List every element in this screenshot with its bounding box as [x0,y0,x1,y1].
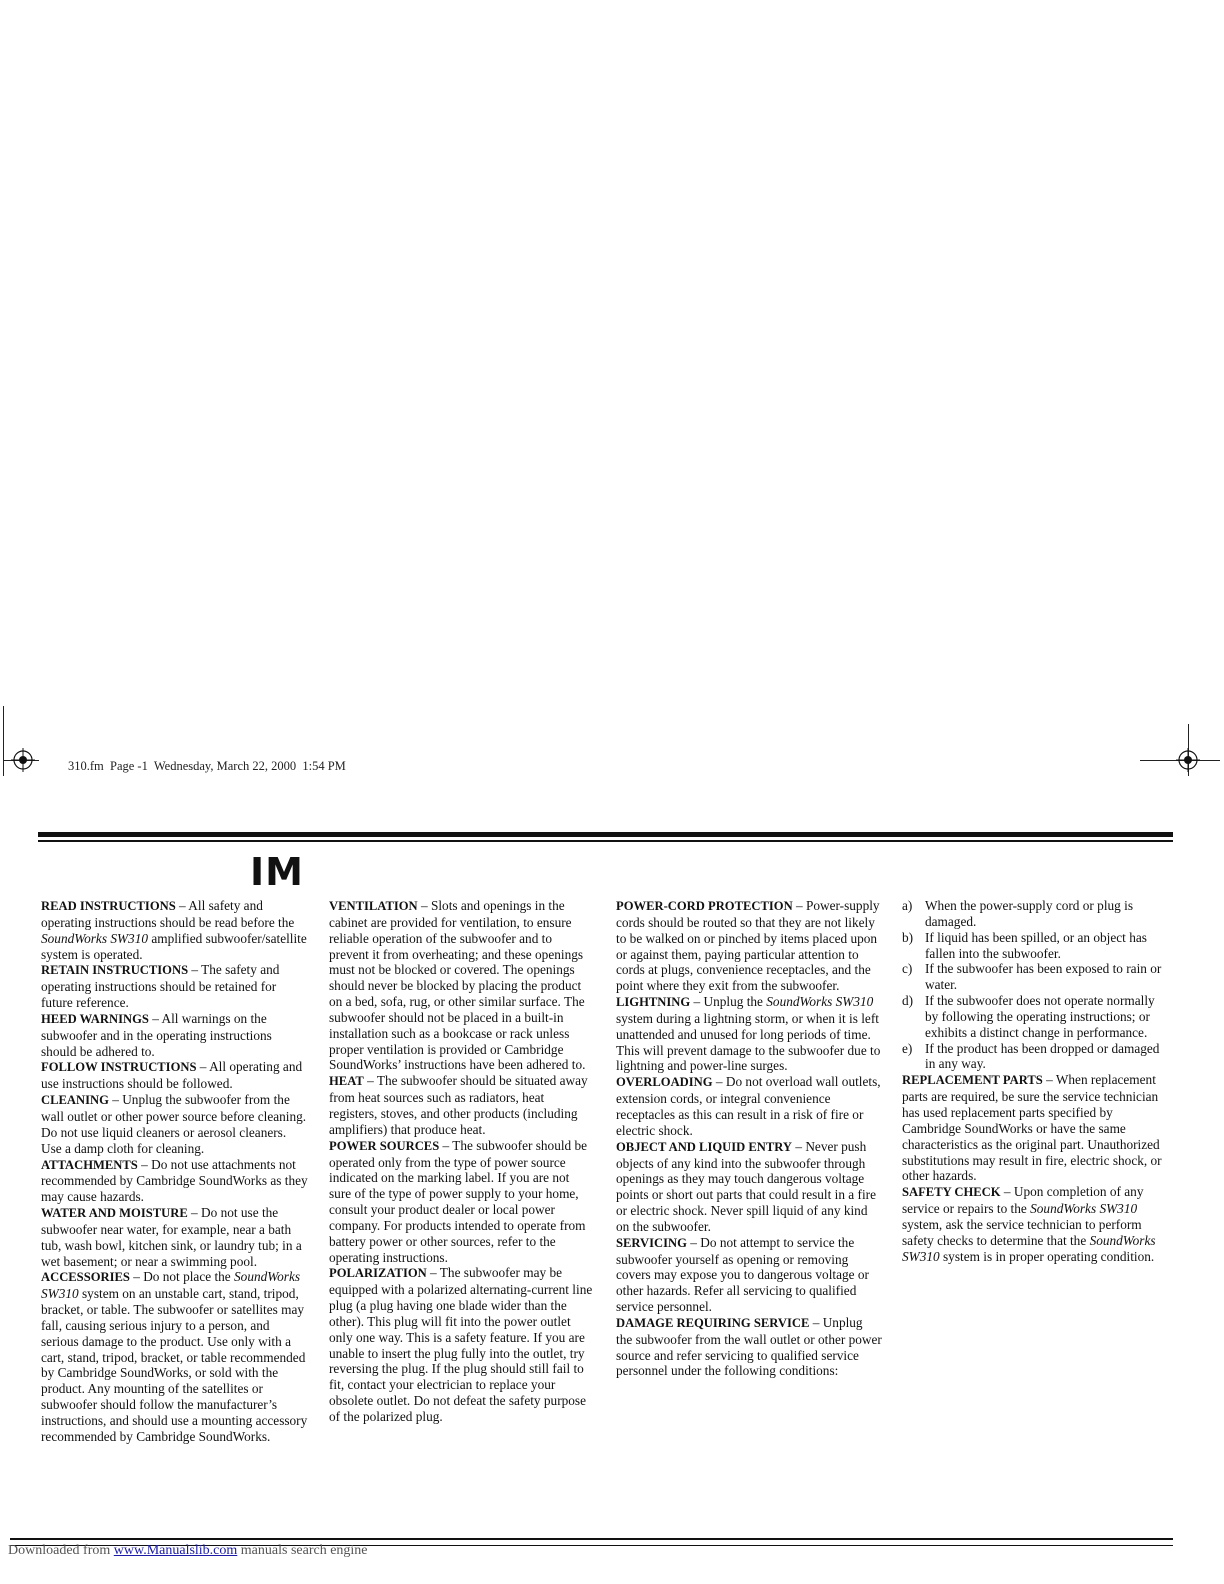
paragraph-label: OVERLOADING [616,1075,713,1090]
product-name: SoundWorks SW310 [902,1232,1156,1264]
paragraph-label: DAMAGE REQUIRING SERVICE [616,1315,810,1330]
label-separator: – [196,1059,210,1075]
paragraph-label: HEAT [329,1074,364,1089]
top-rule-thin [38,840,1173,842]
safety-paragraph [41,1157,309,1206]
paragraph-label: CLEANING [41,1093,109,1108]
paragraph-text: system, ask the service technician to perform safety checks to determine that the [902,1216,1142,1248]
label-separator: – [792,898,806,913]
label-separator: – [188,962,202,978]
top-rule-thick [38,832,1173,837]
label-separator: – [1000,1184,1014,1200]
list-marker: c) [902,961,913,977]
product-name: SoundWorks SW310 [41,1269,301,1302]
paragraph-text: The safety and operating instructions should be retained for future reference. [41,962,280,1011]
paragraph-label: POLARIZATION [329,1266,427,1281]
label-separator: – [792,1138,806,1154]
paragraph-text: When replacement parts are required, be sure the service technician has used replacement parts specified by Cambridge SoundWorks or have the same characteristics as the original part. Unauthorized substitutions may result in fire, electric shock, or other hazards. [902,1072,1162,1184]
safety-paragraph [329,1073,593,1137]
safety-paragraph [41,1269,309,1444]
label-separator: – [417,898,431,913]
safety-paragraph [329,1265,593,1424]
paragraph-label: VENTILATION [329,899,418,913]
paragraph-text: The subwoofer may be equipped with a polarized alternating-current line plug (a plug having one blade wider than the other). This plug will fit into the power outlet only one way. This is a safety feature. If you are unable to insert the plug fully into the outlet, try reversing the plug. If the plug should still fail to fit, contact your electrician to replace your obsolete outlet. Do not defeat the safety purpose of the polarized plug. [329,1265,593,1424]
label-separator: – [108,1092,123,1108]
safety-paragraph [616,898,882,994]
safety-paragraph [41,962,309,1011]
paragraph-text: amplified subwoofer/satellite system is operated. [41,930,307,962]
paragraph-text: Slots and openings in the cabinet are provided for ventilation, to ensure reliable operation of the subwoofer and to prevent it from overheating; and these openings must not be blocked or covered. The openings should never be blocked by placing the product on a bed, sofa, rug, or other similar surface. The subwoofer should not be placed in a built-in installation such as a bookcase or rack unless proper ventilation is provided or Cambridge SoundWorks’ instructions have been adhered to. [329,898,586,1073]
condition-list-item [902,930,1170,962]
safety-paragraph [616,1074,882,1138]
condition-list-item [902,993,1170,1041]
label-separator: – [690,994,704,1010]
section-heading: IM [250,850,304,894]
safety-paragraph [41,898,309,962]
paragraph-text: Do not overload wall outlets, extension cords, or integral convenience receptacles as this can result in a risk of fire or electric shock. [616,1074,881,1138]
crop-mark-left [3,706,4,776]
safety-paragraph [616,1139,882,1235]
safety-paragraph [41,1205,309,1269]
paragraph-text: Unplug the [703,994,767,1010]
paragraph-text: Unplug the subwoofer from the wall outlet or other power source before cleaning. Do not use liquid cleaners or aerosol cleaners. Use a damp cloth for cleaning. [41,1092,307,1156]
safety-paragraph [41,1011,309,1060]
paragraph-label: OBJECT AND LIQUID ENTRY [616,1139,793,1154]
paragraph-text: All operating and use instructions should be followed. [41,1059,303,1092]
safety-paragraph [616,994,882,1074]
paragraph-label: ACCESSORIES [41,1270,130,1285]
paragraph-label: RETAIN INSTRUCTIONS [41,963,189,978]
list-marker: a) [902,898,913,913]
paragraph-text: The subwoofer should be situated away from heat sources such as radiators, heat registers, stoves, and other products (including amplifiers) that produce heat. [329,1073,588,1137]
safety-paragraph [329,1138,593,1266]
footer-suffix: manuals search engine [237,1543,368,1558]
label-separator: – [175,898,189,913]
column-1 [41,898,309,1445]
safety-paragraph [616,1235,882,1315]
paragraph-label: POWER SOURCES [329,1138,440,1153]
paragraph-label: SERVICING [616,1235,687,1250]
paragraph-text: All safety and operating instructions should be read before the [41,898,295,930]
paragraph-label: READ INSTRUCTIONS [41,899,176,913]
product-name: SoundWorks SW310 [41,930,148,946]
product-name: SoundWorks SW310 [1030,1201,1138,1217]
paragraph-label: FOLLOW INSTRUCTIONS [41,1060,197,1075]
label-separator: – [129,1269,144,1285]
paragraph-label: SAFETY CHECK [902,1185,1001,1200]
condition-list-item [902,898,1170,930]
list-marker: e) [902,1040,913,1056]
paragraph-text: Do not place the [143,1269,235,1285]
safety-paragraph [41,1059,309,1092]
paragraph-text: Unplug the subwoofer from the wall outlet or other power source and refer servicing to qualified service personnel under the following conditions: [616,1314,882,1379]
label-separator: – [363,1073,377,1089]
paragraph-label: POWER-CORD PROTECTION [616,899,793,913]
paragraph-text: system on an unstable cart, stand, tripod, bracket, or table. The subwoofer or satellites may fall, causing serious injury to a person, and serious damage to the product. Use only with a cart, stand, tripod, bracket, or table recommended by Cambridge SoundWorks, or sold with the product. Any mounting of the satellites or subwoofer should follow the manufacturer’s instructions, and should use a mounting accessory recommended by Cambridge SoundWorks. [41,1286,308,1444]
safety-paragraph [902,1072,1170,1184]
label-separator: – [809,1314,823,1330]
label-separator: – [148,1010,162,1026]
paragraph-label: ATTACHMENTS [41,1157,138,1172]
paragraph-label: WATER AND MOISTURE [41,1206,188,1221]
list-item-text: If liquid has been spilled, or an object has fallen into the subwoofer. [925,929,1147,961]
paragraph-text: All warnings on the subwoofer and in the operating instructions should be adhered to. [41,1010,272,1059]
label-separator: – [686,1234,701,1250]
product-name: SoundWorks SW310 [766,994,874,1010]
label-separator: – [187,1205,202,1221]
paragraph-text: Do not attempt to service the subwoofer yourself as opening or removing covers may expose you to dangerous voltage or other hazards. Refer all servicing to qualified service personnel. [616,1234,869,1315]
column-2 [329,898,593,1425]
list-item-text: If the product has been dropped or damaged in any way. [925,1040,1160,1072]
paragraph-text: Do not use attachments not recommended by Cambridge SoundWorks as they may cause hazards. [41,1156,308,1205]
paragraph-text: Upon completion of any service or repairs to the [902,1184,1144,1217]
condition-list-item [902,1041,1170,1073]
paragraph-text: The subwoofer should be operated only from the type of power source indicated on the marking label. If you are not sure of the type of power supply to your home, consult your product dealer or local power company. For products intended to operate from battery power or other sources, refer to the operating instructions. [329,1137,588,1265]
condition-list-item [902,961,1170,993]
list-marker: b) [902,929,914,945]
manualslib-link[interactable]: www.Manualslib.com [113,1543,238,1558]
label-separator: – [137,1156,152,1172]
paragraph-label: REPLACEMENT PARTS [902,1073,1043,1088]
paragraph-text: Do not use the subwoofer near water, for example, near a bath tub, wash bowl, kitchen sink, or laundry tub; in a wet basement; or near a swimming pool. [41,1205,302,1269]
safety-paragraph [329,898,593,1073]
list-item-text: If the subwoofer does not operate normally by following the operating instructions; or exhibits a distinct change in performance. [925,993,1155,1040]
column-3 [616,898,882,1379]
page-header: 310.fm Page -1 Wednesday, March 22, 2000 1:54 PM [68,759,346,773]
footer-rule-thick [10,1538,1173,1540]
safety-paragraph [41,1092,309,1156]
list-marker: d) [902,993,914,1009]
registration-mark-icon [1176,748,1200,772]
footer-prefix: Downloaded from [8,1543,114,1558]
list-item-text: When the power-supply cord or plug is damaged. [925,898,1134,929]
paragraph-label: HEED WARNINGS [41,1011,149,1026]
label-separator: – [1042,1072,1056,1088]
registration-mark-icon [11,748,35,772]
paragraph-label: LIGHTNING [616,995,691,1010]
footer [8,1543,368,1559]
paragraph-text: Power-supply cords should be routed so that they are not likely to be walked on or pinched by items placed upon or against them, paying particular attention to cords at plugs, convenience receptacles, and the point where they exit from the subwoofer. [616,898,880,994]
paragraph-text: system during a lightning storm, or when it is left unattended and unused for long periods of time. This will prevent damage to the subwoofer due to lightning and power-line surges. [616,1010,881,1074]
label-separator: – [426,1265,440,1281]
label-separator: – [712,1074,726,1090]
safety-paragraph [902,1184,1170,1264]
safety-paragraph [616,1315,882,1379]
column-4 [902,898,1170,1264]
label-separator: – [439,1137,453,1153]
paragraph-text: Never push objects of any kind into the subwoofer through openings as they may touch dangerous voltage points or short out parts that could result in a fire or electric shock. Never spill liquid of any kind on the subwoofer. [616,1138,876,1234]
list-item-text: If the subwoofer has been exposed to rain or water. [925,961,1162,993]
paragraph-text: system is in proper operating condition. [939,1248,1155,1264]
